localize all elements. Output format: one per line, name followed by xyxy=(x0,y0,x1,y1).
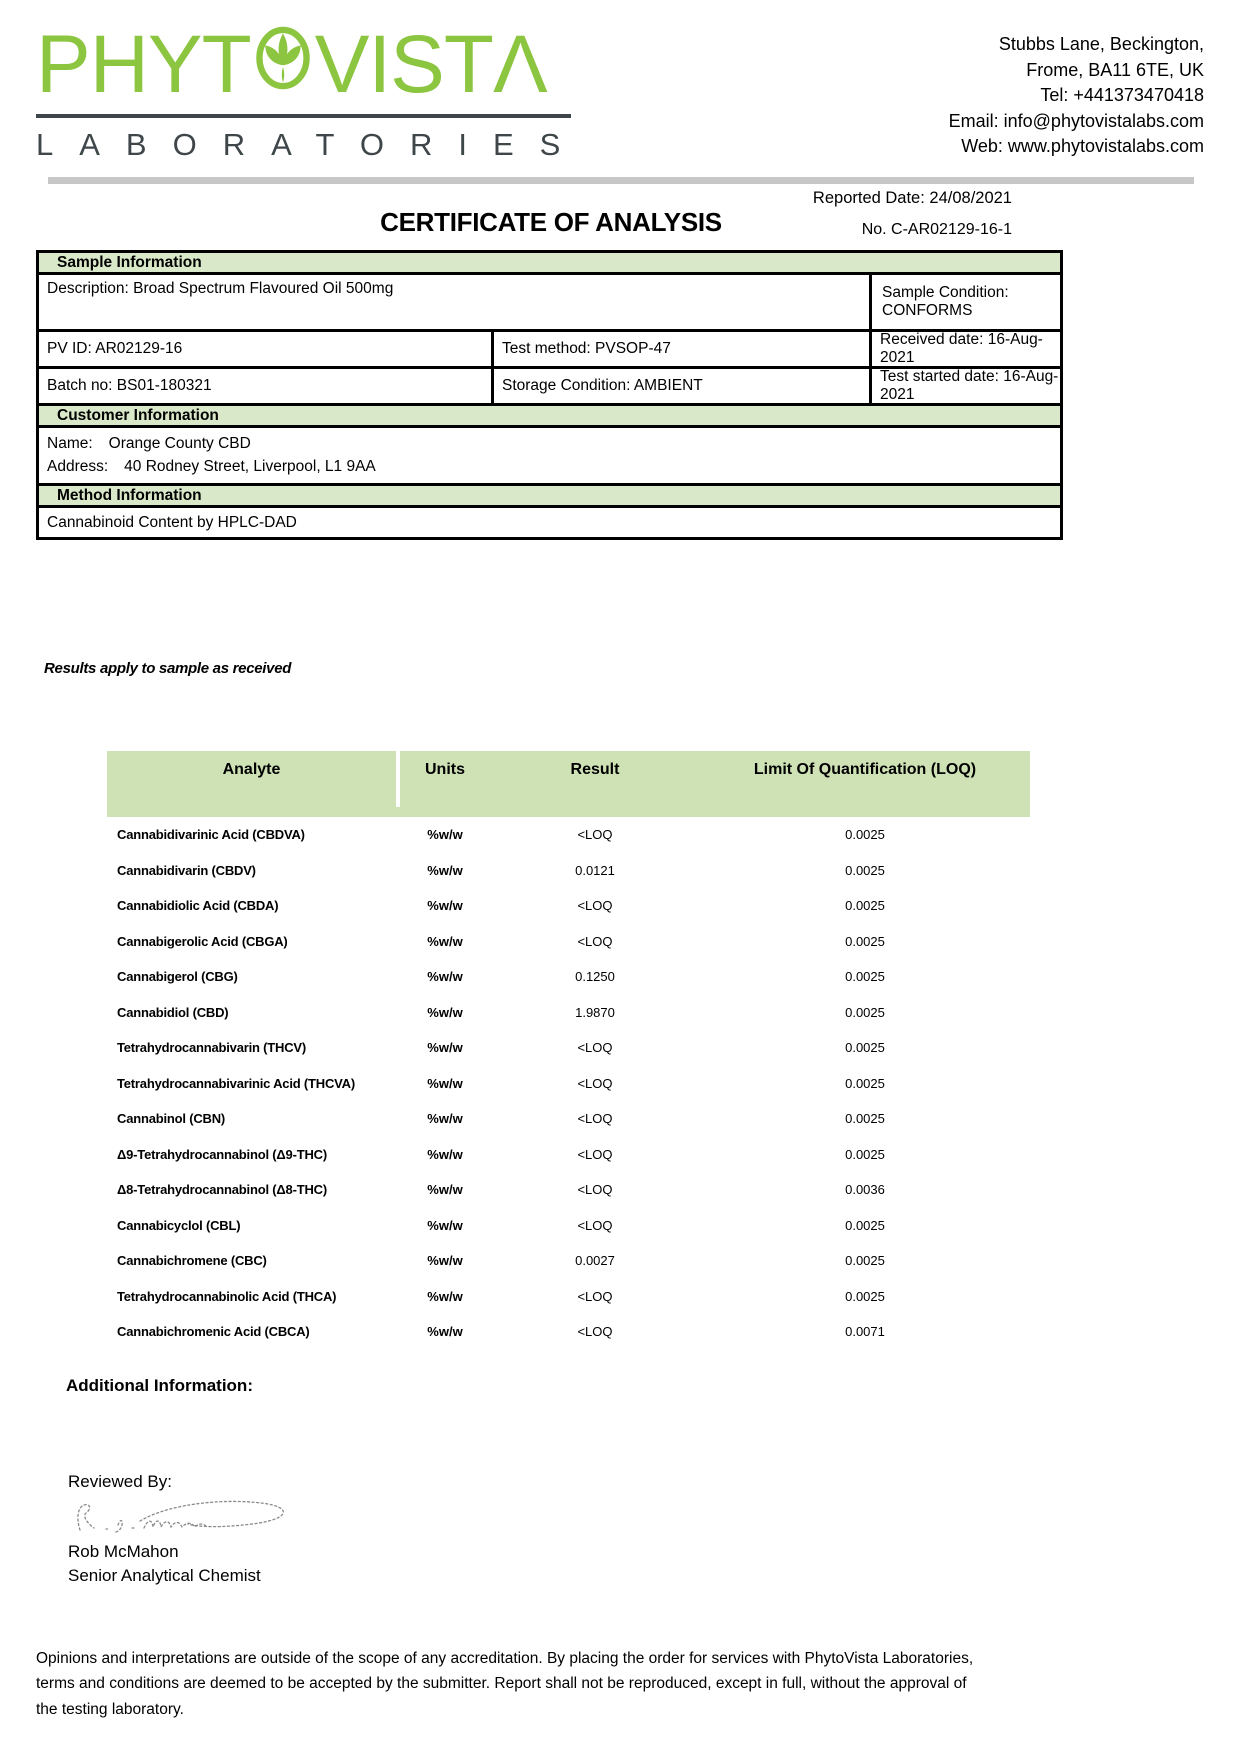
analyte-units: %w/w xyxy=(427,827,463,843)
header xyxy=(36,19,1204,163)
customer-address: 40 Rodney Street, Liverpool, L1 9AA xyxy=(124,458,376,475)
logo-wordmark xyxy=(36,19,596,110)
analyte-result: <LOQ xyxy=(577,898,613,914)
table-row xyxy=(107,1279,1030,1315)
analyte-units: %w/w xyxy=(427,1075,463,1091)
results-table xyxy=(107,751,1030,1350)
received-date: Received date: 16-Aug-2021 xyxy=(880,331,1043,366)
contact-phone: Tel: +441373470418 xyxy=(1040,85,1204,105)
analyte-loq: 0.0025 xyxy=(845,1253,885,1269)
analyte-units: %w/w xyxy=(427,1324,463,1340)
analyte-name: Cannabinol (CBN) xyxy=(117,1111,226,1127)
reviewer-title: Senior Analytical Chemist xyxy=(68,1565,261,1585)
table-row xyxy=(107,1314,1030,1350)
sample-information-header: Sample Information xyxy=(39,253,1060,275)
analyte-units: %w/w xyxy=(427,1146,463,1162)
analyte-name: Tetrahydrocannabivarinic Acid (THCVA) xyxy=(117,1075,355,1091)
table-row xyxy=(107,924,1030,960)
analyte-result: 0.0121 xyxy=(575,862,615,878)
analyte-units: %w/w xyxy=(427,1288,463,1304)
signature-image xyxy=(68,1494,303,1540)
analyte-result: <LOQ xyxy=(577,1217,613,1233)
table-row xyxy=(107,888,1030,924)
pv-id: PV ID: AR02129-16 xyxy=(39,332,494,366)
analyte-name: Cannabidivarinic Acid (CBDVA) xyxy=(117,827,305,843)
method-description: Cannabinoid Content by HPLC-DAD xyxy=(47,513,297,531)
analyte-result: <LOQ xyxy=(577,933,613,949)
disclaimer-line3: the testing laboratory. xyxy=(36,1700,184,1718)
table-row xyxy=(107,1137,1030,1173)
analyte-result: 0.1250 xyxy=(575,969,615,985)
table-row xyxy=(107,1172,1030,1208)
method-information-header: Method Information xyxy=(39,486,1060,508)
table-row xyxy=(107,1208,1030,1244)
column-header-loq: Limit Of Quantification (LOQ) xyxy=(753,761,977,778)
leaf-o-icon xyxy=(254,24,312,106)
page-title: CERTIFICATE OF ANALYSIS xyxy=(380,207,722,237)
sample-description-row xyxy=(39,275,1060,332)
analyte-result: <LOQ xyxy=(577,1111,613,1127)
analyte-loq: 0.0025 xyxy=(845,1111,885,1127)
analyte-result: <LOQ xyxy=(577,1288,613,1304)
table-row xyxy=(107,959,1030,995)
logo-text-phyt: PHYT xyxy=(36,19,251,110)
results-note: Results apply to sample as received xyxy=(44,660,292,677)
logo-text-vist: VIST xyxy=(314,19,493,110)
analyte-loq: 0.0025 xyxy=(845,1217,885,1233)
contact-address-line1: Stubbs Lane, Beckington, xyxy=(998,34,1204,54)
batch-no: Batch no: BS01-180321 xyxy=(39,369,494,403)
disclaimer-line2: terms and conditions are deemed to be accepted by the submitter. Report shall not be reproduced, except in full, without the approval of xyxy=(36,1675,967,1692)
analyte-loq: 0.0025 xyxy=(845,862,885,878)
disclaimer-line1: Opinions and interpretations are outside of the scope of any accreditation. By placing the order for services with PhytoVista Laboratories, xyxy=(36,1649,974,1667)
analyte-loq: 0.0025 xyxy=(845,1040,885,1056)
analyte-name: Cannabigerolic Acid (CBGA) xyxy=(117,933,288,949)
column-header-analyte: Analyte xyxy=(107,751,400,807)
analyte-result: <LOQ xyxy=(577,1182,613,1198)
sample-id-row xyxy=(39,332,1060,369)
analyte-name: Δ8-Tetrahydrocannabinol (Δ8-THC) xyxy=(117,1182,327,1198)
customer-details xyxy=(39,428,1060,486)
review-block xyxy=(68,1472,1204,1588)
analyte-result: <LOQ xyxy=(577,1146,613,1162)
reported-date: Reported Date: 24/08/2021 xyxy=(812,189,1012,207)
logo-divider xyxy=(36,114,571,118)
footer-disclaimer xyxy=(36,1646,1204,1723)
table-row xyxy=(107,817,1030,853)
analyte-loq: 0.0025 xyxy=(845,969,885,985)
logo-text-a: Λ xyxy=(492,19,547,110)
analyte-units: %w/w xyxy=(427,1040,463,1056)
analyte-name: Cannabidiol (CBD) xyxy=(117,1004,229,1020)
analyte-loq: 0.0025 xyxy=(845,1004,885,1020)
analyte-name: Cannabichromenic Acid (CBCA) xyxy=(117,1324,310,1340)
results-table-header xyxy=(107,751,1030,817)
reviewed-by-label: Reviewed By: xyxy=(68,1471,172,1491)
analyte-name: Tetrahydrocannabinolic Acid (THCA) xyxy=(117,1288,337,1304)
contact-web: Web: www.phytovistalabs.com xyxy=(961,136,1204,156)
customer-name-label: Name: xyxy=(47,435,93,452)
customer-address-label: Address: xyxy=(47,458,109,475)
contact-address-line2: Frome, BA11 6TE, UK xyxy=(1026,59,1204,80)
table-row xyxy=(107,995,1030,1031)
info-table xyxy=(36,250,1063,540)
analyte-loq: 0.0025 xyxy=(845,898,885,914)
analyte-loq: 0.0025 xyxy=(845,933,885,949)
analyte-result: <LOQ xyxy=(577,1075,613,1091)
customer-name: Orange County CBD xyxy=(108,435,251,452)
analyte-name: Δ9-Tetrahydrocannabinol (Δ9-THC) xyxy=(117,1146,327,1162)
table-row xyxy=(107,1243,1030,1279)
table-row xyxy=(107,1101,1030,1137)
sample-condition: Sample Condition: CONFORMS xyxy=(882,284,1009,319)
analyte-units: %w/w xyxy=(427,1253,463,1269)
analyte-name: Cannabigerol (CBG) xyxy=(117,969,238,985)
column-header-result: Result xyxy=(570,761,620,778)
analyte-result: <LOQ xyxy=(577,1324,613,1340)
test-method: Test method: PVSOP-47 xyxy=(494,332,872,366)
analyte-loq: 0.0025 xyxy=(845,827,885,843)
header-rule xyxy=(48,177,1194,184)
analyte-loq: 0.0071 xyxy=(845,1324,885,1340)
analyte-loq: 0.0025 xyxy=(845,1075,885,1091)
analyte-units: %w/w xyxy=(427,862,463,878)
table-row xyxy=(107,1030,1030,1066)
analyte-name: Cannabidivarin (CBDV) xyxy=(117,862,256,878)
analyte-result: 0.0027 xyxy=(575,1253,615,1269)
test-started-date: Test started date: 16-Aug-2021 xyxy=(880,368,1059,403)
reviewer-name: Rob McMahon xyxy=(68,1541,179,1561)
table-row xyxy=(107,853,1030,889)
customer-name-line xyxy=(47,435,1052,453)
analyte-name: Cannabicyclol (CBL) xyxy=(117,1217,241,1233)
analyte-name: Tetrahydrocannabivarin (THCV) xyxy=(117,1040,306,1056)
report-number: No. C-AR02129-16-1 xyxy=(861,221,1012,238)
sample-batch-row xyxy=(39,369,1060,406)
analyte-result: <LOQ xyxy=(577,827,613,843)
analyte-loq: 0.0025 xyxy=(845,1288,885,1304)
contact-email: Email: info@phytovistalabs.com xyxy=(948,110,1204,131)
analyte-units: %w/w xyxy=(427,898,463,914)
analyte-units: %w/w xyxy=(427,1182,463,1198)
analyte-units: %w/w xyxy=(427,1111,463,1127)
customer-information-header: Customer Information xyxy=(39,406,1060,428)
phytovista-logo xyxy=(36,19,596,163)
analyte-units: %w/w xyxy=(427,969,463,985)
table-row xyxy=(107,1066,1030,1102)
analyte-units: %w/w xyxy=(427,933,463,949)
lab-contact-info xyxy=(949,24,1204,160)
analyte-result: 1.9870 xyxy=(575,1004,615,1020)
additional-information-label: Additional Information: xyxy=(66,1375,253,1395)
analyte-units: %w/w xyxy=(427,1004,463,1020)
column-header-units: Units xyxy=(425,761,465,778)
heading-block xyxy=(36,184,1204,250)
analyte-units: %w/w xyxy=(427,1217,463,1233)
customer-address-line xyxy=(47,458,1052,476)
analyte-name: Cannabichromene (CBC) xyxy=(117,1253,267,1269)
sample-description: Description: Broad Spectrum Flavoured Oil 500mg xyxy=(39,275,872,329)
logo-subtitle: LABORATORIES xyxy=(36,127,587,162)
analyte-name: Cannabidiolic Acid (CBDA) xyxy=(117,898,279,914)
analyte-loq: 0.0025 xyxy=(845,1146,885,1162)
analyte-result: <LOQ xyxy=(577,1040,613,1056)
storage-condition: Storage Condition: AMBIENT xyxy=(494,369,872,403)
analyte-loq: 0.0036 xyxy=(845,1182,885,1198)
